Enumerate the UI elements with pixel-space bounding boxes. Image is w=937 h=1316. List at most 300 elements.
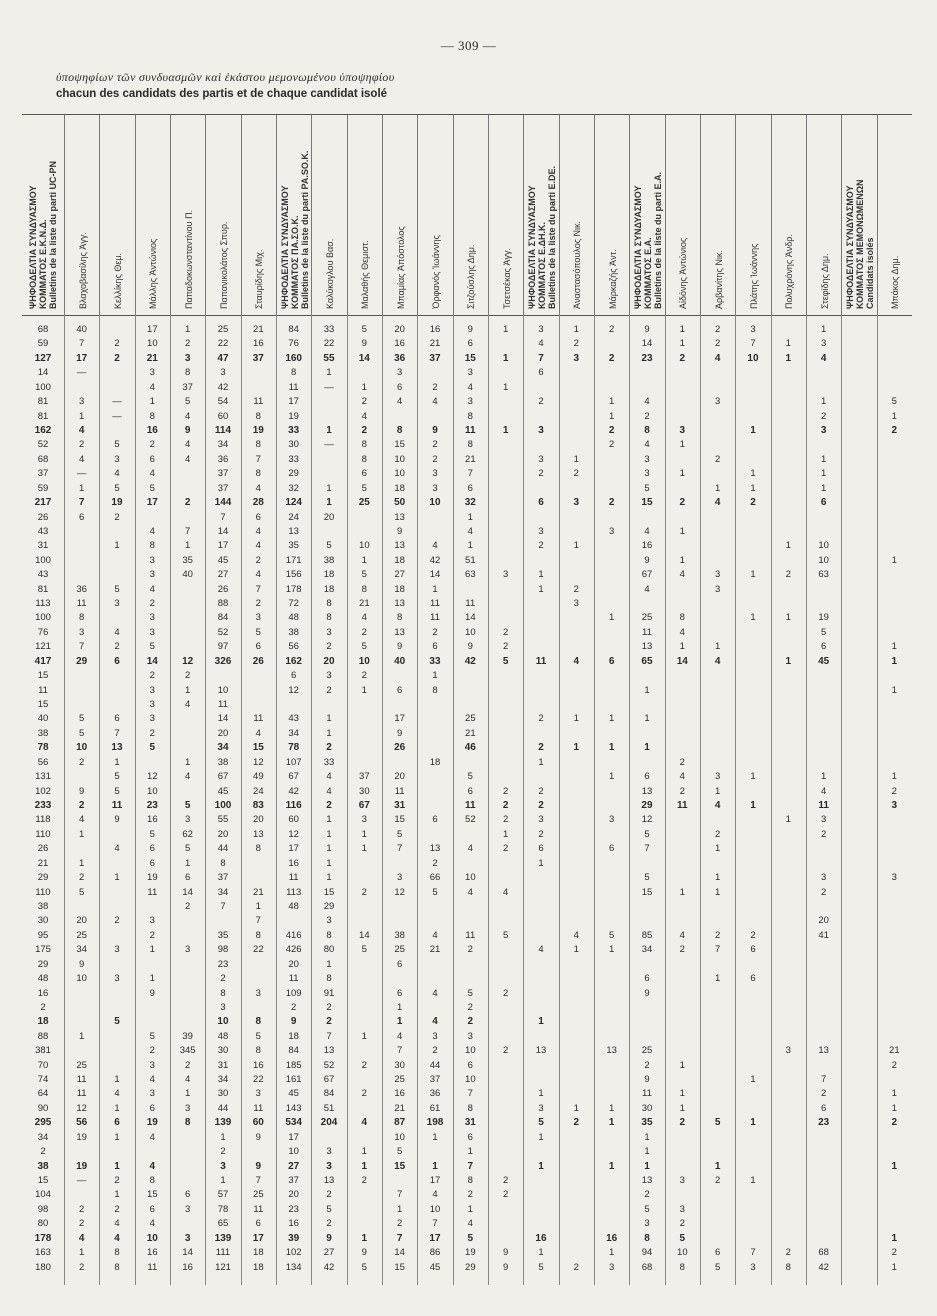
table-cell	[771, 482, 806, 496]
table-cell	[594, 1145, 629, 1159]
table-cell: 16	[535, 1232, 547, 1244]
table-cell: 25	[394, 1074, 405, 1086]
table-cell: 6	[255, 641, 261, 653]
table-cell: 38	[37, 1160, 49, 1172]
table-cell: 35	[182, 554, 193, 566]
table-cell	[170, 785, 205, 799]
table-row	[22, 1087, 912, 1101]
table-cell: 17	[288, 396, 299, 408]
table-cell: 4	[467, 843, 473, 855]
table-cell: 2	[608, 352, 615, 364]
table-cell: 10	[394, 468, 405, 480]
column-header	[241, 115, 277, 315]
table-cell	[488, 554, 523, 568]
heading-french: chacun des candidats des partis et de chaque candidat isolé	[56, 88, 388, 100]
table-cell	[877, 438, 912, 452]
table-cell: 38	[394, 929, 405, 941]
table-cell: 9	[255, 1160, 262, 1172]
table-cell	[877, 1174, 912, 1188]
table-cell: 23	[641, 352, 653, 364]
table-cell	[771, 958, 806, 972]
table-cell: 2	[79, 1261, 85, 1273]
table-cell: 15	[147, 1189, 158, 1201]
table-cell	[488, 712, 523, 726]
table-cell	[629, 1030, 664, 1044]
table-cell: 1	[821, 324, 827, 335]
table-cell: 5	[114, 1016, 120, 1028]
table-cell: 6	[821, 1102, 827, 1114]
table-cell	[665, 395, 700, 409]
table-cell: 2	[149, 929, 155, 941]
table-cell	[665, 410, 700, 424]
column-header-label: Σιτζούσλης Δημ.	[466, 244, 477, 309]
table-row	[22, 972, 912, 986]
table-cell	[559, 410, 594, 424]
column-header-label: Βλαχοβασίλης Ἀγγ.	[77, 232, 88, 309]
table-cell	[841, 813, 876, 827]
subtotal-row	[22, 741, 912, 755]
table-cell: 11	[218, 699, 228, 711]
table-cell: 10	[677, 1247, 688, 1259]
table-cell	[700, 539, 735, 553]
table-cell: 5	[149, 641, 155, 653]
table-cell: 3	[467, 367, 473, 379]
table-cell: 48	[37, 973, 49, 985]
table-cell	[665, 712, 700, 726]
table-cell: 13	[641, 785, 653, 797]
table-cell: 15	[641, 497, 653, 509]
table-cell	[877, 539, 912, 553]
table-cell	[347, 857, 382, 871]
table-cell: 13	[394, 598, 405, 610]
table-cell: 1	[396, 1016, 403, 1028]
table-cell: 11	[111, 800, 123, 811]
table-cell	[877, 626, 912, 640]
table-cell: 4	[114, 1218, 120, 1230]
table-cell: 52	[323, 1059, 335, 1071]
table-cell	[877, 1217, 912, 1231]
table-cell	[417, 828, 452, 842]
table-cell	[347, 987, 382, 1001]
table-cell: 6	[609, 843, 615, 855]
table-cell	[99, 611, 134, 625]
table-cell	[488, 1116, 523, 1130]
table-cell: 91	[323, 987, 335, 999]
table-cell: 8	[644, 424, 650, 436]
table-cell: 5	[644, 1203, 650, 1215]
table-cell: 1	[714, 1160, 721, 1172]
table-cell	[594, 640, 629, 654]
table-cell: 1	[785, 655, 792, 667]
table-cell: 171	[285, 554, 302, 566]
table-cell	[135, 756, 170, 770]
table-cell	[523, 958, 558, 972]
table-cell	[99, 1030, 134, 1044]
table-cell	[841, 1073, 876, 1087]
table-cell	[559, 640, 594, 654]
table-cell: 1	[644, 713, 650, 725]
table-cell: 3	[255, 1088, 261, 1100]
table-cell: 5	[467, 1232, 474, 1244]
table-cell: 11	[38, 684, 48, 696]
table-cell: 30	[217, 1088, 229, 1100]
table-cell: 15	[394, 1261, 405, 1273]
table-cell	[594, 972, 629, 986]
table-cell: 2	[432, 453, 438, 465]
table-cell	[488, 1232, 523, 1246]
table-cell: 25	[217, 324, 229, 335]
table-cell: 97	[217, 641, 229, 653]
table-cell: 3	[149, 554, 155, 566]
table-cell	[806, 597, 841, 611]
table-cell: 8	[467, 410, 473, 422]
table-cell: 4	[821, 785, 827, 797]
table-cell	[488, 900, 523, 914]
table-cell	[877, 698, 912, 712]
table-cell: 36	[394, 352, 406, 364]
table-cell	[700, 1203, 735, 1217]
table-cell: 5	[326, 540, 332, 552]
table-cell	[665, 727, 700, 741]
table-cell: 13	[606, 1045, 617, 1057]
table-cell: 5	[114, 771, 120, 783]
table-cell: 5	[891, 396, 897, 408]
table-cell: 4	[714, 352, 721, 364]
table-cell: 14	[182, 886, 193, 898]
table-cell: 3	[644, 1218, 650, 1230]
table-cell: 2	[326, 641, 332, 653]
table-cell: 4	[644, 396, 650, 408]
table-cell: 48	[217, 1030, 229, 1042]
table-cell	[241, 857, 276, 871]
table-cell: 3	[432, 482, 438, 494]
table-cell: 4	[467, 886, 473, 898]
table-cell	[841, 785, 876, 799]
table-cell	[841, 1174, 876, 1188]
table-cell: 3	[184, 352, 191, 364]
table-cell: 156	[285, 569, 302, 581]
table-cell: 3	[609, 525, 615, 537]
table-cell: 5	[326, 1203, 332, 1215]
table-cell	[700, 1217, 735, 1231]
table-cell	[311, 525, 346, 539]
table-cell	[559, 987, 594, 1001]
table-cell	[523, 727, 558, 741]
table-cell	[170, 597, 205, 611]
table-cell: 34	[217, 886, 229, 898]
table-cell: 1	[185, 684, 191, 696]
table-cell: 4	[467, 1218, 473, 1230]
table-cell: 1	[361, 828, 367, 840]
table-cell: 87	[394, 1117, 406, 1129]
table-cell: 1	[715, 843, 721, 855]
table-cell	[665, 453, 700, 467]
table-cell: 3	[715, 583, 721, 595]
table-cell: 8	[149, 410, 155, 422]
table-cell: 8	[679, 612, 685, 624]
table-cell: 18	[253, 1247, 264, 1259]
table-cell: 1	[679, 554, 685, 566]
table-cell: 2	[503, 1045, 509, 1057]
table-cell	[170, 712, 205, 726]
table-cell: 2	[432, 439, 438, 451]
table-cell	[629, 727, 664, 741]
table-cell: 102	[285, 1247, 302, 1259]
table-cell: 5	[397, 1146, 403, 1158]
table-cell	[417, 410, 452, 424]
table-cell	[417, 900, 452, 914]
table-cell: 4	[114, 1232, 120, 1244]
table-cell	[99, 1059, 134, 1073]
table-cell	[771, 799, 806, 813]
table-cell	[347, 727, 382, 741]
table-cell: 1	[538, 1131, 544, 1143]
table-cell	[417, 741, 452, 755]
table-cell	[841, 525, 876, 539]
table-cell	[241, 684, 276, 698]
table-cell: 1	[538, 1247, 544, 1259]
table-cell	[488, 914, 523, 928]
table-cell: 1	[432, 1131, 438, 1143]
table-row	[22, 554, 912, 568]
table-cell: 16	[253, 338, 264, 350]
table-cell: 1	[609, 1102, 615, 1114]
table-cell	[523, 554, 558, 568]
table-cell: 3	[644, 453, 650, 465]
table-cell: 6	[467, 785, 473, 797]
table-cell: 44	[217, 1102, 229, 1114]
table-cell	[841, 410, 876, 424]
table-cell	[700, 1015, 735, 1029]
table-cell	[170, 611, 205, 625]
column-header	[170, 115, 206, 315]
table-cell: 20	[394, 771, 405, 783]
table-cell	[170, 1174, 205, 1188]
table-cell	[523, 626, 558, 640]
column-header	[135, 115, 171, 315]
table-cell	[700, 813, 735, 827]
table-row	[22, 1044, 912, 1058]
table-cell	[594, 1188, 629, 1202]
table-cell: 10	[818, 554, 829, 566]
table-cell: 3	[185, 1102, 191, 1114]
table-cell	[877, 352, 912, 366]
table-cell	[700, 1188, 735, 1202]
table-cell: 8	[326, 612, 332, 624]
table-cell: 13	[641, 1175, 653, 1187]
table-cell: 2	[644, 1059, 650, 1071]
table-cell: 6	[79, 511, 85, 523]
table-cell	[488, 727, 523, 741]
table-row	[22, 1073, 912, 1087]
column-header-label: ΨΗΦΟΔΕΛΤΙΑ ΣΥΝΔΥΑΣΜΟΥ ΚΟΜΜΑΤΟΣ Ε.ΔΗ.Κ. Bulletins de la liste du parti E.DE.	[526, 165, 557, 309]
table-cell: 113	[35, 598, 51, 610]
table-cell	[64, 900, 99, 914]
table-cell: 1	[750, 1117, 756, 1129]
table-cell: 3	[220, 1001, 226, 1013]
table-cell	[877, 943, 912, 957]
subtotal-row	[22, 496, 912, 510]
column-header-label: Κελλίκης Θεμ.	[112, 252, 123, 309]
table-cell	[877, 857, 912, 871]
table-cell: 1	[361, 554, 367, 566]
table-cell	[559, 1001, 594, 1015]
table-cell: 45	[217, 785, 229, 797]
table-cell	[99, 1044, 134, 1058]
column-header	[22, 115, 64, 315]
table-cell: 12	[182, 655, 194, 667]
table-cell: 32	[288, 482, 299, 494]
table-cell: 55	[217, 814, 229, 826]
table-cell	[417, 958, 452, 972]
table-cell: 9	[361, 338, 367, 350]
table-cell: 1	[679, 468, 685, 480]
table-cell: 1	[361, 843, 367, 855]
table-cell: 19	[288, 410, 299, 422]
table-cell: 10	[288, 1146, 299, 1158]
table-cell: 10	[394, 453, 405, 465]
table-cell	[735, 626, 770, 640]
table-cell: 15	[464, 352, 476, 364]
table-row	[22, 467, 912, 481]
table-cell: 3	[715, 569, 721, 581]
table-cell: 8	[149, 1175, 155, 1187]
table-cell	[877, 337, 912, 351]
table-cell	[488, 337, 523, 351]
table-cell: 8	[361, 439, 367, 451]
table-cell	[135, 1001, 170, 1015]
table-cell: 1	[821, 468, 827, 480]
table-cell: 198	[426, 1117, 444, 1129]
table-cell	[559, 525, 594, 539]
table-cell	[700, 626, 735, 640]
table-cell: 5	[255, 626, 261, 638]
table-cell: 2	[503, 987, 509, 999]
table-cell: 10	[147, 338, 158, 350]
table-cell: 139	[214, 1232, 232, 1244]
table-cell	[735, 511, 770, 525]
table-cell: 4	[714, 497, 721, 509]
table-row	[22, 914, 912, 928]
table-cell	[488, 511, 523, 525]
table-cell: 134	[285, 1261, 302, 1273]
table-cell	[877, 886, 912, 900]
table-cell	[735, 756, 770, 770]
table-cell	[559, 1174, 594, 1188]
table-cell	[559, 785, 594, 799]
table-cell: 4	[538, 944, 544, 956]
table-cell: 2	[608, 497, 615, 509]
table-row	[22, 611, 912, 625]
column-header	[276, 115, 312, 315]
table-cell: 14	[394, 1247, 405, 1259]
table-cell	[841, 1145, 876, 1159]
table-cell	[700, 1131, 735, 1145]
table-cell: 6	[820, 497, 827, 509]
table-cell: 3	[821, 872, 827, 884]
table-cell	[735, 1188, 770, 1202]
table-row	[22, 684, 912, 698]
table-cell: 1	[361, 1146, 367, 1158]
table-cell: 6	[715, 1247, 721, 1259]
table-cell: 1	[397, 1203, 403, 1215]
table-cell	[347, 525, 382, 539]
table-cell: 7	[821, 1074, 827, 1086]
table-cell	[276, 698, 311, 712]
table-cell: 5	[714, 1117, 721, 1129]
table-cell	[453, 958, 488, 972]
table-cell	[523, 438, 558, 452]
table-cell: 1	[467, 1146, 473, 1158]
table-cell	[417, 914, 452, 928]
table-cell: 37	[429, 352, 441, 364]
table-cell: 34	[641, 944, 653, 956]
table-cell: 1	[750, 800, 756, 811]
table-cell: 2	[609, 439, 615, 451]
table-cell: 6	[467, 338, 473, 350]
table-cell	[523, 929, 558, 943]
table-cell	[99, 1145, 134, 1159]
table-cell	[841, 987, 876, 1001]
table-cell	[877, 496, 912, 510]
table-cell: 14	[358, 352, 370, 364]
table-cell: 1	[361, 381, 367, 393]
table-cell	[735, 583, 770, 597]
table-cell: 2	[149, 670, 155, 682]
table-cell: 1	[679, 525, 685, 537]
table-cell: 1	[785, 338, 791, 350]
table-cell: 6	[149, 453, 155, 465]
table-cell: 39	[182, 1030, 193, 1042]
table-cell: 8	[467, 1175, 473, 1187]
table-cell	[735, 597, 770, 611]
table-cell: 1	[785, 540, 791, 552]
table-cell: 131	[35, 771, 51, 783]
table-cell	[841, 352, 876, 366]
table-cell: 2	[326, 1001, 332, 1013]
table-cell: 6	[538, 497, 544, 509]
table-cell	[347, 1188, 382, 1202]
table-cell	[877, 568, 912, 582]
table-cell: 7	[255, 453, 261, 465]
table-cell	[170, 1160, 205, 1174]
table-cell	[806, 943, 841, 957]
table-cell	[594, 568, 629, 582]
table-cell	[99, 886, 134, 900]
table-cell: 2	[149, 1045, 155, 1057]
table-cell: 175	[35, 944, 51, 956]
table-cell: 16	[429, 324, 441, 335]
table-cell	[771, 1131, 806, 1145]
table-cell	[594, 958, 629, 972]
table-cell: 84	[323, 1088, 335, 1100]
table-cell: 14	[37, 367, 49, 379]
table-cell: 2	[609, 324, 615, 335]
table-cell: 5	[114, 439, 120, 451]
table-cell: 56	[288, 641, 299, 653]
table-cell: 1	[114, 1189, 120, 1201]
table-cell: 28	[252, 497, 264, 509]
table-cell	[559, 1030, 594, 1044]
table-cell	[700, 525, 735, 539]
table-cell: 9	[644, 1074, 650, 1086]
table-cell	[771, 496, 806, 510]
table-cell	[841, 655, 876, 669]
table-cell	[170, 929, 205, 943]
table-cell: 102	[35, 785, 51, 797]
table-cell: 2	[608, 424, 615, 436]
table-cell: 83	[252, 800, 264, 811]
